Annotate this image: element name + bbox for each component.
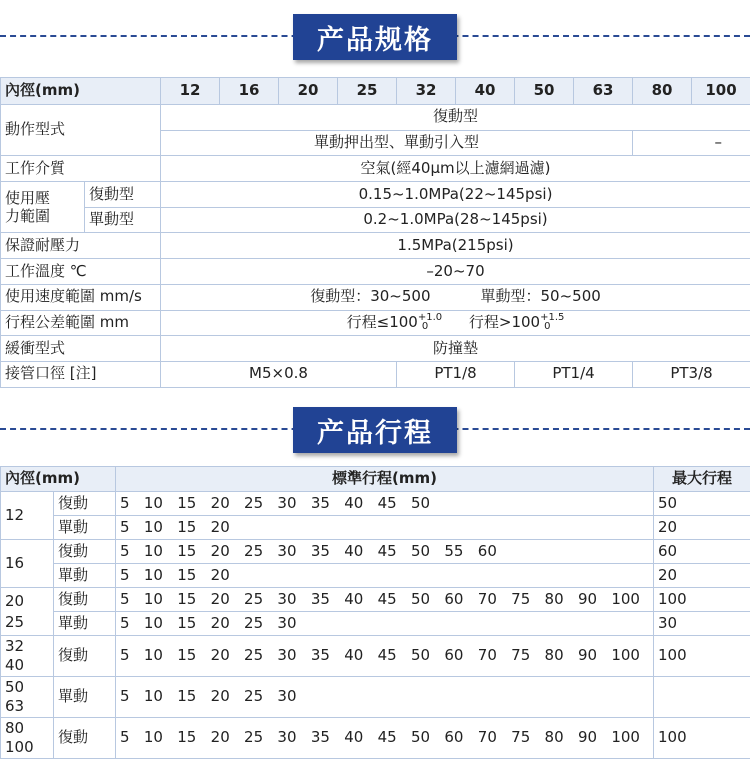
stroke-section-header bbox=[0, 403, 750, 455]
port-value: PT1/4 bbox=[515, 361, 633, 387]
tolerance-a-upper: +1.0 bbox=[417, 311, 443, 323]
stroke-bore: 16 bbox=[1, 540, 54, 588]
stroke-table bbox=[0, 466, 750, 759]
tolerance-b-lower: 0 bbox=[544, 320, 551, 332]
bore-cell: 12 bbox=[161, 78, 220, 105]
stroke-section-title: 产品行程 bbox=[293, 407, 457, 453]
pressure-label-line2: 力範圍 bbox=[5, 207, 51, 226]
stroke-type: 單動 bbox=[54, 516, 116, 540]
cushion-row bbox=[1, 336, 750, 362]
stroke-max: 20 bbox=[654, 564, 750, 588]
tolerance-row bbox=[1, 310, 750, 336]
table-row bbox=[1, 588, 750, 612]
port-value: PT1/8 bbox=[397, 361, 515, 387]
tolerance-b-upper: +1.5 bbox=[540, 311, 565, 323]
tolerance-a-text: 行程≤100 bbox=[346, 312, 418, 331]
stroke-values: 5 10 15 20 25 30 35 40 45 50 60 70 75 80 90 100 bbox=[116, 636, 654, 677]
table-row bbox=[1, 677, 750, 718]
stroke-bore-line: 100 bbox=[5, 738, 34, 756]
stroke-bore: 12 bbox=[1, 492, 54, 540]
action-double: 復動型 bbox=[161, 105, 750, 131]
tolerance-a-lower: 0 bbox=[421, 320, 429, 332]
tolerance-value bbox=[161, 310, 750, 336]
speed-row bbox=[1, 284, 750, 310]
bore-cell: 20 bbox=[279, 78, 338, 105]
action-row bbox=[1, 105, 750, 131]
stroke-max: 100 bbox=[654, 588, 750, 612]
table-row bbox=[1, 718, 750, 759]
stroke-type: 復動 bbox=[54, 718, 116, 759]
bore-cell: 16 bbox=[220, 78, 279, 105]
tolerance-b-text: 行程>100 bbox=[468, 312, 541, 331]
stroke-bore-line: 80 bbox=[5, 718, 25, 737]
action-single: 單動押出型、單動引入型 bbox=[161, 130, 633, 156]
stroke-bore-header: 內徑(mm) bbox=[1, 467, 116, 492]
stroke-max bbox=[654, 677, 750, 718]
pressure-single-label: 單動型 bbox=[85, 207, 161, 233]
port-value: PT3/8 bbox=[633, 361, 750, 387]
stroke-bore-line: 20 bbox=[5, 592, 25, 611]
stroke-values: 5 10 15 20 25 30 bbox=[116, 612, 654, 636]
pressure-double-value: 0.15~1.0MPa(22~145psi) bbox=[161, 182, 750, 208]
bore-cell: 40 bbox=[456, 78, 515, 105]
temp-label: 工作溫度 ℃ bbox=[1, 259, 161, 285]
spec-section-header bbox=[0, 10, 750, 62]
table-row bbox=[1, 612, 750, 636]
bore-header: 內徑(mm) bbox=[1, 78, 161, 105]
stroke-max: 50 bbox=[654, 492, 750, 516]
cushion-value: 防撞墊 bbox=[161, 336, 750, 362]
stroke-type: 單動 bbox=[54, 612, 116, 636]
stroke-bore bbox=[1, 636, 54, 677]
pressure-label-line1: 使用壓 bbox=[5, 188, 51, 207]
stroke-type: 單動 bbox=[54, 677, 116, 718]
speed-label: 使用速度範圍 mm/s bbox=[1, 284, 161, 310]
stroke-max: 20 bbox=[654, 516, 750, 540]
proof-value: 1.5MPa(215psi) bbox=[161, 233, 750, 259]
stroke-type: 復動 bbox=[54, 492, 116, 516]
bore-cell: 25 bbox=[338, 78, 397, 105]
stroke-max: 100 bbox=[654, 718, 750, 759]
stroke-max-header: 最大行程 bbox=[654, 467, 750, 492]
stroke-values: 5 10 15 20 25 30 bbox=[116, 677, 654, 718]
table-row bbox=[1, 492, 750, 516]
tolerance-b bbox=[469, 313, 565, 331]
speed-single: 單動型：50~500 bbox=[480, 287, 601, 306]
stroke-bore bbox=[1, 588, 54, 636]
cushion-label: 緩衝型式 bbox=[1, 336, 161, 362]
spec-header-row bbox=[1, 78, 750, 105]
stroke-values: 5 10 15 20 25 30 35 40 45 50 60 70 75 80 90 100 bbox=[116, 718, 654, 759]
stroke-bore-line: 25 bbox=[5, 612, 25, 631]
stroke-standard-header: 標準行程(mm) bbox=[116, 467, 654, 492]
bore-cell: 63 bbox=[574, 78, 633, 105]
bore-cell: 100 bbox=[692, 78, 750, 105]
medium-value: 空氣(經40μm以上濾網過濾) bbox=[161, 156, 750, 182]
stroke-max: 30 bbox=[654, 612, 750, 636]
port-label: 接管口徑 [注] bbox=[1, 361, 161, 387]
bore-cell: 50 bbox=[515, 78, 574, 105]
stroke-values: 5 10 15 20 bbox=[116, 516, 654, 540]
bore-cell: 80 bbox=[633, 78, 692, 105]
tolerance-a bbox=[347, 313, 447, 331]
stroke-bore bbox=[1, 718, 54, 759]
pressure-double-row bbox=[1, 182, 750, 208]
proof-label: 保證耐壓力 bbox=[1, 233, 161, 259]
pressure-label bbox=[1, 182, 85, 233]
stroke-header-row bbox=[1, 467, 750, 492]
stroke-bore-line: 40 bbox=[5, 656, 25, 674]
spec-section-title: 产品规格 bbox=[293, 14, 457, 60]
tolerance-b-range bbox=[540, 313, 564, 331]
stroke-values: 5 10 15 20 25 30 35 40 45 50 60 70 75 80 90 100 bbox=[116, 588, 654, 612]
medium-label: 工作介質 bbox=[1, 156, 161, 182]
stroke-type: 復動 bbox=[54, 636, 116, 677]
action-single-na: – bbox=[633, 130, 750, 156]
stroke-bore-line: 63 bbox=[5, 697, 25, 715]
bore-cell: 32 bbox=[397, 78, 456, 105]
pressure-single-value: 0.2~1.0MPa(28~145psi) bbox=[161, 207, 750, 233]
table-row bbox=[1, 636, 750, 677]
stroke-values: 5 10 15 20 bbox=[116, 564, 654, 588]
stroke-max: 100 bbox=[654, 636, 750, 677]
port-value: M5×0.8 bbox=[161, 361, 397, 387]
action-label: 動作型式 bbox=[1, 105, 161, 156]
pressure-single-row bbox=[1, 207, 750, 233]
port-row bbox=[1, 361, 750, 387]
proof-row bbox=[1, 233, 750, 259]
stroke-bore-line: 32 bbox=[5, 636, 25, 655]
stroke-values: 5 10 15 20 25 30 35 40 45 50 bbox=[116, 492, 654, 516]
tolerance-label: 行程公差範圍 mm bbox=[1, 310, 161, 336]
table-row bbox=[1, 540, 750, 564]
stroke-max: 60 bbox=[654, 540, 750, 564]
tolerance-a-range bbox=[418, 313, 442, 331]
stroke-type: 單動 bbox=[54, 564, 116, 588]
stroke-values: 5 10 15 20 25 30 35 40 45 50 55 60 bbox=[116, 540, 654, 564]
speed-double: 復動型：30~500 bbox=[310, 287, 431, 306]
temp-row bbox=[1, 259, 750, 285]
stroke-type: 復動 bbox=[54, 540, 116, 564]
stroke-bore bbox=[1, 677, 54, 718]
pressure-double-label: 復動型 bbox=[85, 182, 161, 208]
stroke-bore-line: 50 bbox=[5, 677, 25, 696]
medium-row bbox=[1, 156, 750, 182]
stroke-type: 復動 bbox=[54, 588, 116, 612]
temp-value: –20~70 bbox=[161, 259, 750, 285]
spec-table bbox=[0, 77, 750, 388]
speed-value bbox=[161, 284, 750, 310]
table-row bbox=[1, 564, 750, 588]
table-row bbox=[1, 516, 750, 540]
